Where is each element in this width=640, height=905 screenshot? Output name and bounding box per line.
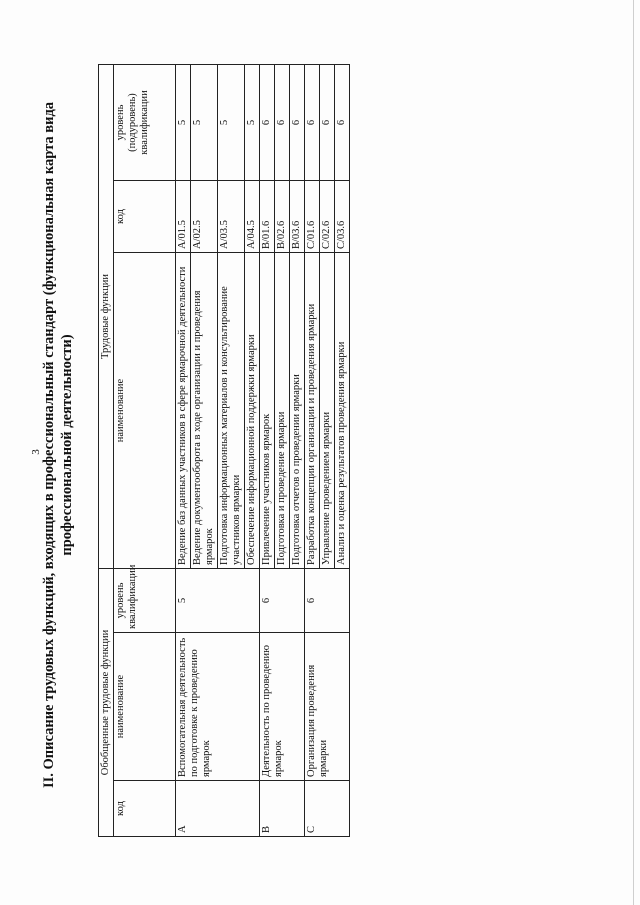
group-name: Организация проведения ярмарки [305, 633, 350, 781]
section-title [40, 45, 76, 845]
group-name: Вспомогательная деятельность по подготовке к проведению ярмарок [176, 633, 260, 781]
header-generalized-functions: Обобщенные трудовые функции [99, 569, 114, 837]
function-name: Подготовка информационных материалов и консультирование участников ярмарки [218, 253, 245, 569]
group-level: 6 [305, 569, 350, 633]
function-code: C/01.6 [305, 181, 320, 253]
function-code: A/03.5 [218, 181, 245, 253]
functional-map-table [98, 64, 350, 837]
function-code: B/01.6 [260, 181, 275, 253]
function-level: 5 [245, 64, 260, 180]
function-level: 5 [176, 64, 191, 180]
rotated-sheet [40, 45, 600, 845]
function-name: Обеспечение информационной поддержки ярмарки [245, 253, 260, 569]
function-code: A/04.5 [245, 181, 260, 253]
section-title-line-1: II. Описание трудовых функций, входящих в профессиональный стандарт (функциональная карта вида [41, 101, 57, 789]
group-level: 5 [176, 569, 260, 633]
function-name: Ведение документооборота в ходе организации и проведения ярмарок [191, 253, 218, 569]
header-name: наименование [114, 633, 176, 781]
function-level: 5 [218, 64, 245, 180]
function-code: A/01.5 [176, 181, 191, 253]
table-header-row-2 [114, 64, 176, 836]
header-sublevel-line-1: уровень [115, 104, 126, 141]
function-name: Подготовка отчетов о проведении ярмарки [290, 253, 305, 569]
group-code: C [305, 781, 350, 837]
function-code: C/02.6 [320, 181, 335, 253]
function-name: Ведение баз данных участников в сфере ярмарочной деятельности [176, 253, 191, 569]
table-row [176, 64, 191, 836]
table-row [260, 64, 275, 836]
function-code: A/02.5 [191, 181, 218, 253]
group-code: B [260, 781, 305, 837]
function-level: 6 [305, 64, 320, 180]
function-name: Привлечение участников ярмарок [260, 253, 275, 569]
function-name: Разработка концепции организации и проведения ярмарки [305, 253, 320, 569]
function-name: Управление проведением ярмарки [320, 253, 335, 569]
header-sublevel [114, 64, 176, 180]
function-level: 6 [260, 64, 275, 180]
group-name: Деятельность по проведению ярмарок [260, 633, 305, 781]
function-level: 6 [335, 64, 350, 180]
header-sublevel-line-2: (подуровень) [127, 93, 138, 152]
function-name: Анализ и оценка результатов проведения ярмарки [335, 253, 350, 569]
header-code: код [114, 781, 176, 837]
header-sublevel-line-3: квалификации [139, 90, 150, 155]
header-function-code: код [114, 181, 176, 253]
function-level: 6 [275, 64, 290, 180]
page-number: 3 [30, 449, 42, 455]
function-level: 5 [191, 64, 218, 180]
table-header-row-1 [99, 64, 114, 836]
function-level: 6 [290, 64, 305, 180]
function-level: 6 [320, 64, 335, 180]
table-row [305, 64, 320, 836]
header-qualification-level: уровень квалификации [114, 569, 176, 633]
function-code: B/03.6 [290, 181, 305, 253]
function-code: B/02.6 [275, 181, 290, 253]
page-edge-line [633, 0, 634, 905]
function-name: Подготовка и проведение ярмарки [275, 253, 290, 569]
section-title-line-2: профессиональной деятельности) [59, 334, 75, 556]
group-level: 6 [260, 569, 305, 633]
function-code: C/03.6 [335, 181, 350, 253]
header-function-name: наименование [114, 253, 176, 569]
group-code: A [176, 781, 260, 837]
header-labor-functions: Трудовые функции [99, 64, 114, 568]
